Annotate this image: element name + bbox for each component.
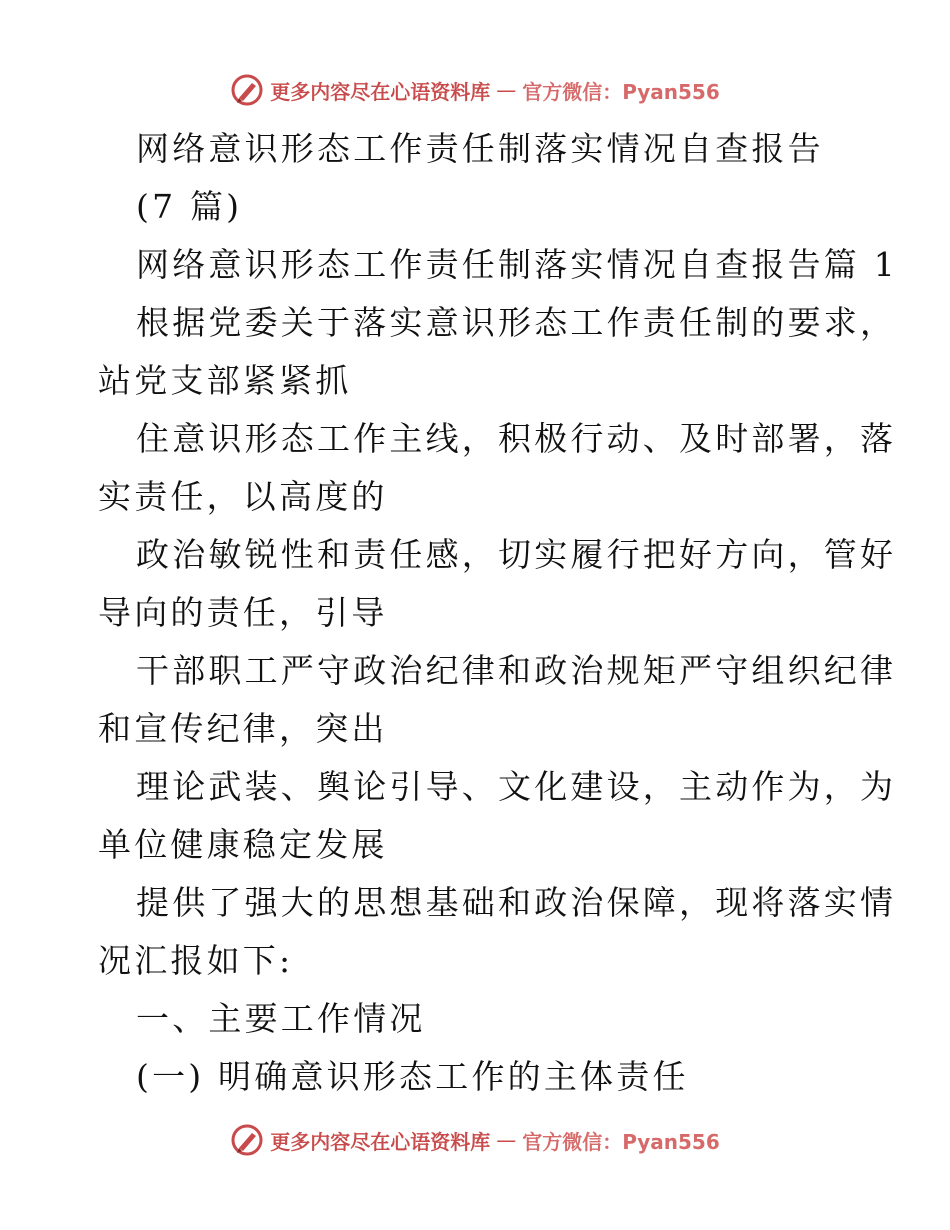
section-heading: 网络意识形态工作责任制落实情况自查报告篇 1 [136, 245, 898, 284]
paragraph-line: 单位健康稳定发展 [98, 825, 388, 864]
watermark-brand: 更多内容尽在心语资料库 [270, 1129, 491, 1154]
doc-title-line-1: 网络意识形态工作责任制落实情况自查报告 [136, 129, 824, 168]
header-watermark [0, 70, 950, 110]
paragraph-line: 站党支部紧紧抓 [98, 361, 352, 400]
doc-title-line-2: (7 篇) [136, 187, 243, 226]
watermark-contact: 官方微信：Pyan556 [522, 79, 720, 104]
subsection-item: (一) 明确意识形态工作的主体责任 [136, 1057, 689, 1096]
pen-logo-icon [230, 1123, 264, 1157]
paragraph-line: 提供了强大的思想基础和政治保障，现将落实情 [136, 883, 897, 922]
paragraph-line: 和宣传纪律，突出 [98, 709, 388, 748]
paragraph-line: 干部职工严守政治纪律和政治规矩严守组织纪律 [136, 651, 897, 690]
footer-watermark [0, 1120, 950, 1160]
paragraph-line: 实责任，以高度的 [98, 477, 388, 516]
paragraph-line: 政治敏锐性和责任感，切实履行把好方向，管好 [136, 535, 897, 574]
subsection-heading: 一、主要工作情况 [136, 999, 426, 1038]
watermark-contact: 官方微信：Pyan556 [522, 1129, 720, 1154]
pen-logo-icon [230, 73, 264, 107]
paragraph-line: 导向的责任，引导 [98, 593, 388, 632]
paragraph-line: 根据党委关于落实意识形态工作责任制的要求， [136, 303, 897, 342]
paragraph-line: 况汇报如下: [98, 941, 294, 980]
watermark-separator: — [496, 1128, 517, 1152]
paragraph-line: 住意识形态工作主线，积极行动、及时部署，落 [136, 419, 897, 458]
paragraph-line: 理论武装、舆论引导、文化建设，主动作为，为 [136, 767, 897, 806]
document-body [98, 120, 898, 1106]
watermark-separator: — [496, 78, 517, 102]
watermark-brand: 更多内容尽在心语资料库 [270, 79, 491, 104]
